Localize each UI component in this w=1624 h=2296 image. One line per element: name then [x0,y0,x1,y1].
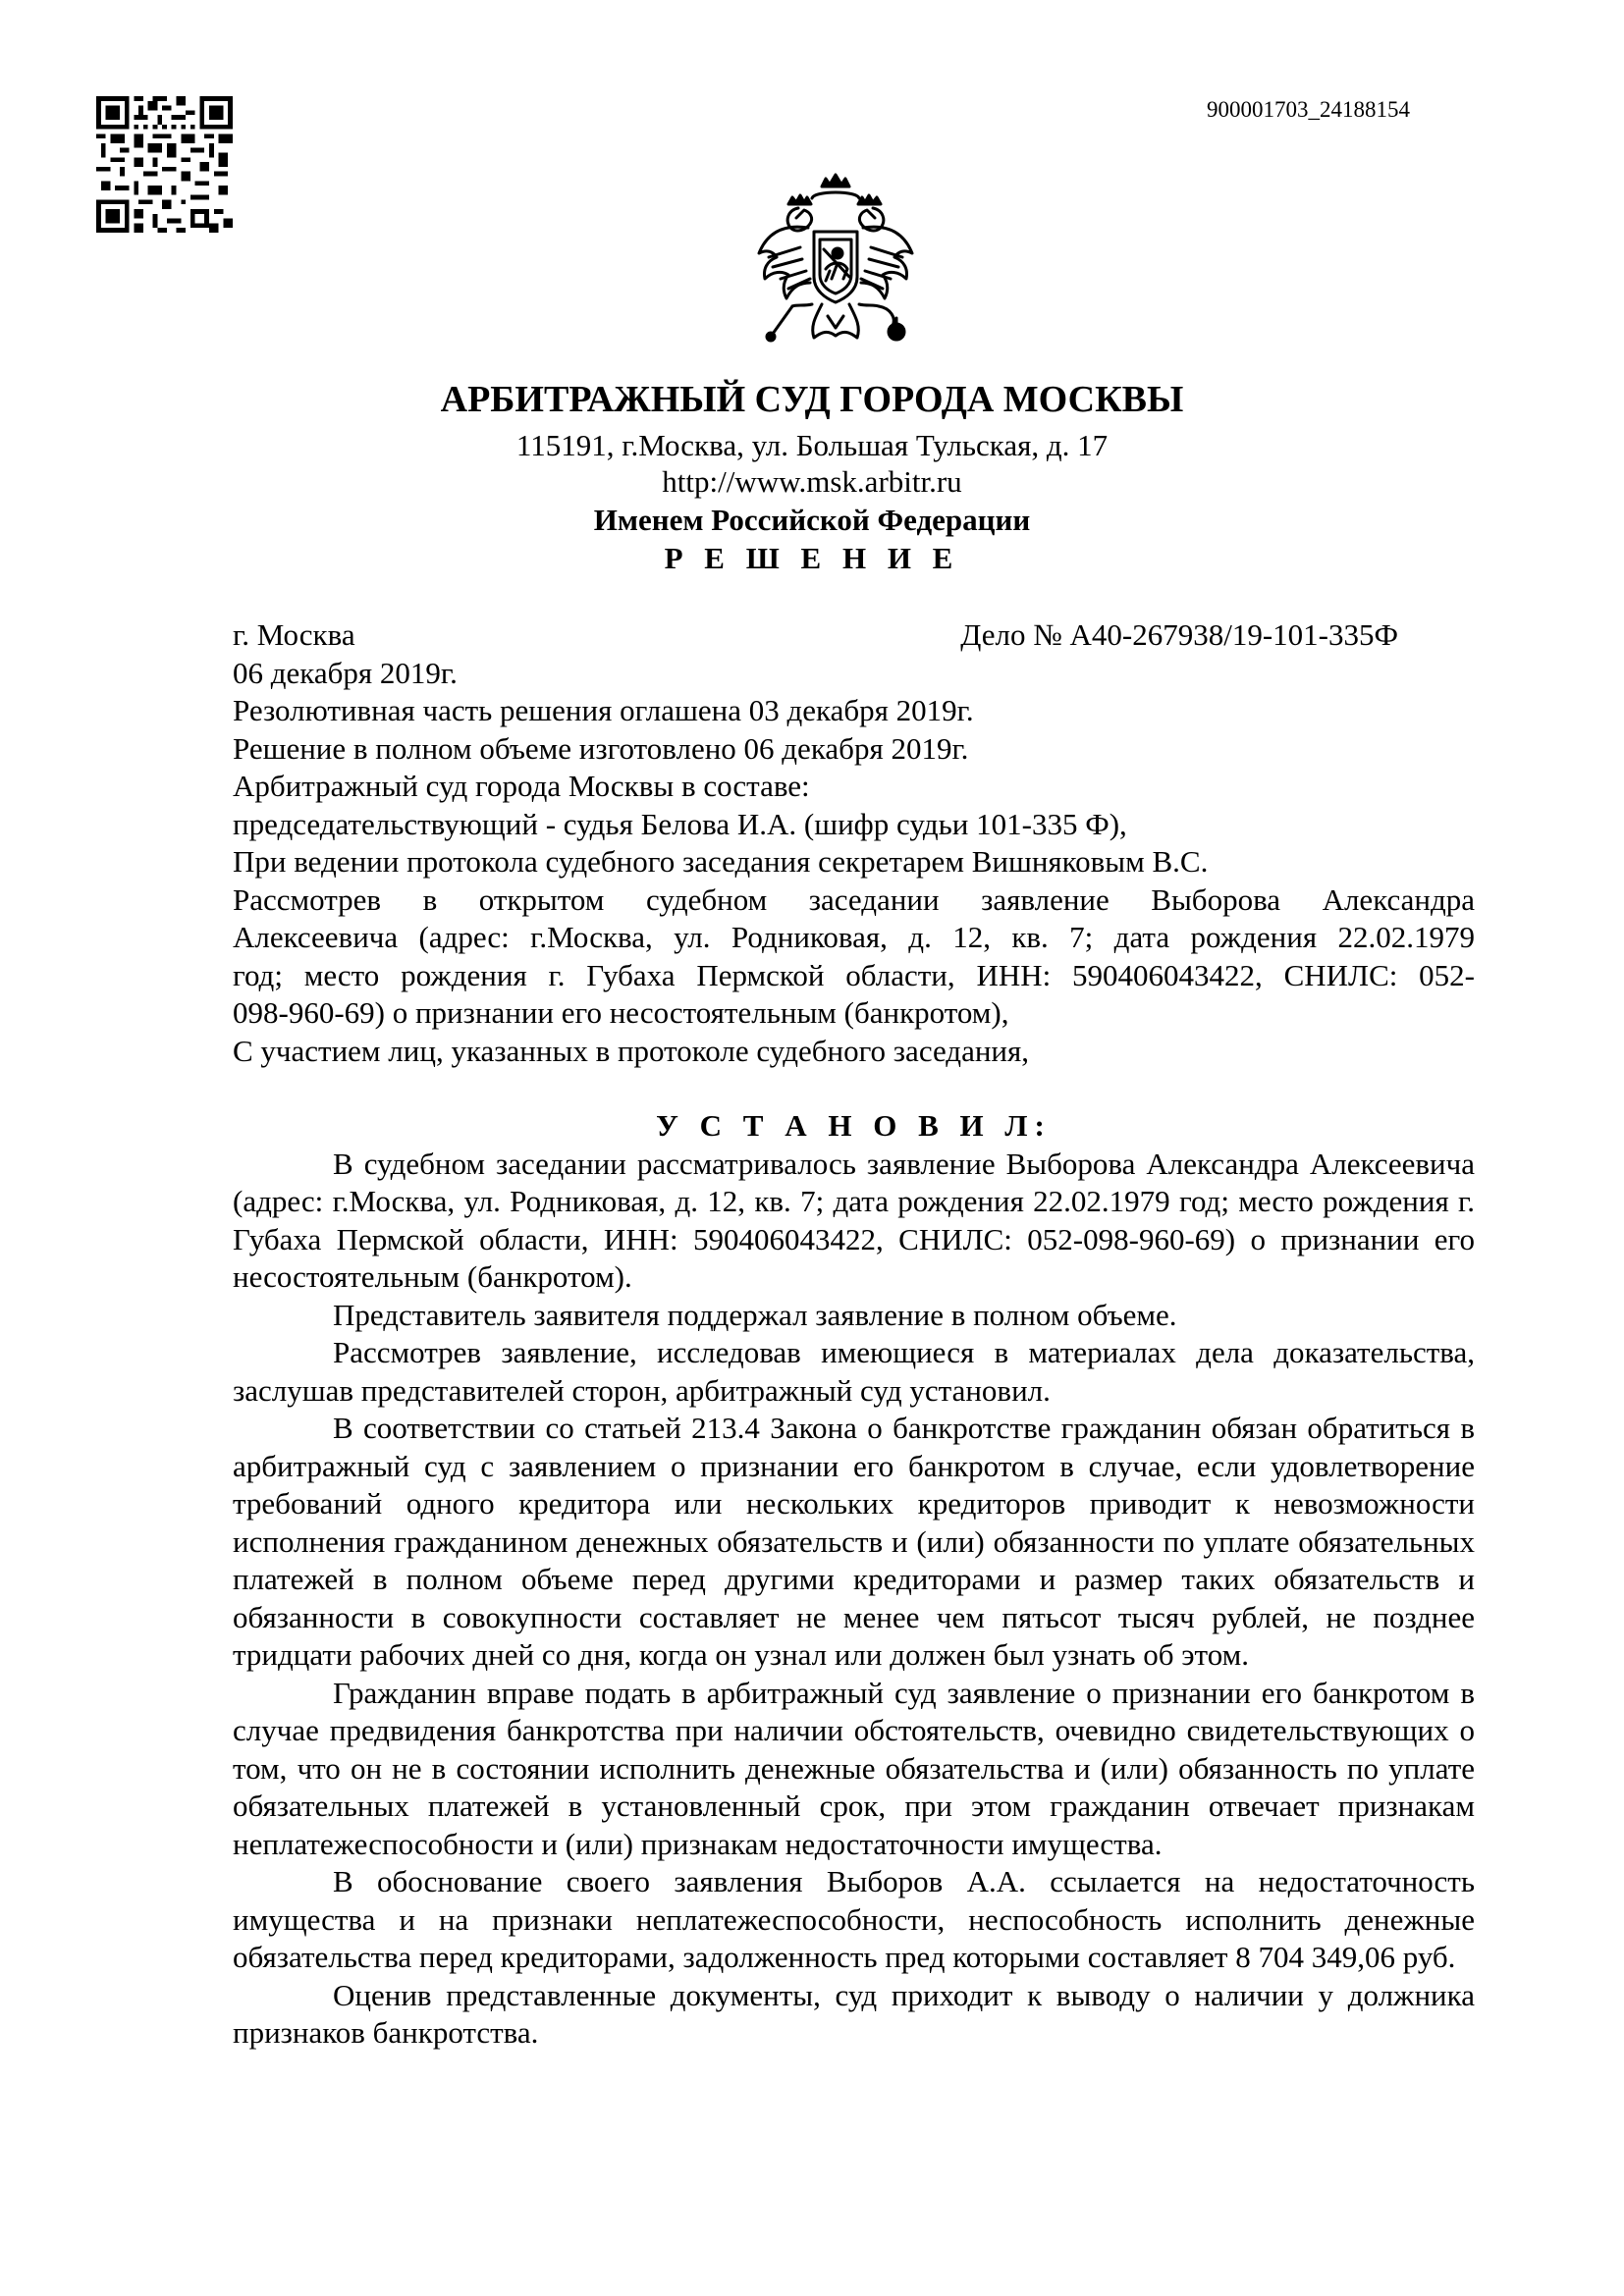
court-composition: Арбитражный суд города Москвы в составе: [233,769,810,803]
decision-date: 06 декабря 2019г. [233,655,458,690]
established-section [233,1146,1475,2053]
considered-line: Алексеевича (адрес: г.Москва, ул. Родниковая, д. 12, кв. 7; дата рождения 22.02.1979 [233,920,1475,954]
qr-code-icon [96,96,233,233]
decision-title: Р Е Ш Е Н И Е [664,541,960,575]
paragraph: Рассмотрев заявление, исследовав имеющиеся в материалах дела доказательства, заслушав представителей сторон, арбитражный суд установил. [233,1335,1475,1408]
document-body [233,616,1475,2053]
considered-line: год; место рождения г. Губаха Пермской области, ИНН: 590406043422, СНИЛС: 052- [233,957,1475,992]
participants-line: С участием лиц, указанных в протоколе судебного заседания, [233,1033,1030,1068]
city: г. Москва [233,617,355,652]
court-name: АРБИТРАЖНЫЙ СУД ГОРОДА МОСКВЫ [440,379,1184,420]
court-secretary: При ведении протокола судебного заседания секретарем Вишняковым В.С. [233,844,1209,879]
court-website: http://www.msk.arbitr.ru [662,464,962,499]
paragraph: Представитель заявителя поддержал заявление в полном объеме. [333,1297,1177,1332]
full-text-date: Решение в полном объеме изготовлено 06 декабря 2019г. [233,730,969,766]
coat-of-arms-icon [753,169,918,352]
operative-part-date: Резолютивная часть решения оглашена 03 декабря 2019г. [233,693,974,727]
paragraph: В соответствии со статьей 213.4 Закона о банкротстве гражданин обязан обратиться в арбитражный суд с заявлением о признании его банкротом в случае, если удовлетворение требований одного кредитора или нескольких кредиторов приводит к невозможности исполнения гражданином денежных обязательств и (или) обязанности по уплате обязательных платежей в полном объеме перед другими кредиторами и размер таких обязательств и обязанности в совокупности составляет не менее чем пятьсот тысяч рублей, не позднее тридцати рабочих дней со дня, когда он узнал или должен был узнать об этом. [233,1411,1475,1672]
city-case-row [233,616,1475,655]
established-title: У С Т А Н О В И Л: [656,1108,1052,1143]
considered-line: 098-960-69) о признании его несостоятельным (банкротом), [233,995,1009,1030]
case-number: Дело № А40-267938/19-101-335Ф [960,617,1398,652]
paragraph: Гражданин вправе подать в арбитражный суд заявление о признании его банкротом в случае предвидения банкротства при наличии обстоятельств, очевидно свидетельствующих о том, что он не в состоянии исполнить денежные обязательства и (или) обязанность по уплате обязательных платежей в установленный срок, при этом гражданин отвечает признакам неплатежеспособности и (или) признакам недостаточности имущества. [233,1675,1475,1861]
considered-line: Рассмотрев в открытом судебном заседании заявление Выборова Александра [233,881,1475,917]
in-the-name-line: Именем Российской Федерации [593,503,1031,537]
court-address: 115191, г.Москва, ул. Большая Тульская, д. 17 [515,428,1109,462]
document-id: 900001703_24188154 [1207,97,1410,122]
paragraph: Оценив представленные документы, суд приходит к выводу о наличии у должника признаков банкротства. [233,1977,1475,2050]
paragraph: В судебном заседании рассматривалось заявление Выборова Александра Алексеевича (адрес: г.Москва, ул. Родниковая, д. 12, кв. 7; дата рождения 22.02.1979 год; место рождения г. Губаха Пермской области, ИНН: 590406043422, СНИЛС: 052-098-960-69) о признании его несостоятельным (банкротом). [233,1146,1475,1294]
paragraph: В обоснование своего заявления Выборов А.А. ссылается на недостаточность имущества и на признаки неплатежеспособности, неспособность исполнить денежные обязательства перед кредиторами, задолженность пред которыми составляет 8 704 349,06 руб. [233,1864,1475,1974]
presiding-judge: председательствующий - судья Белова И.А. (шифр судьи 101-335 Ф), [233,806,1127,841]
